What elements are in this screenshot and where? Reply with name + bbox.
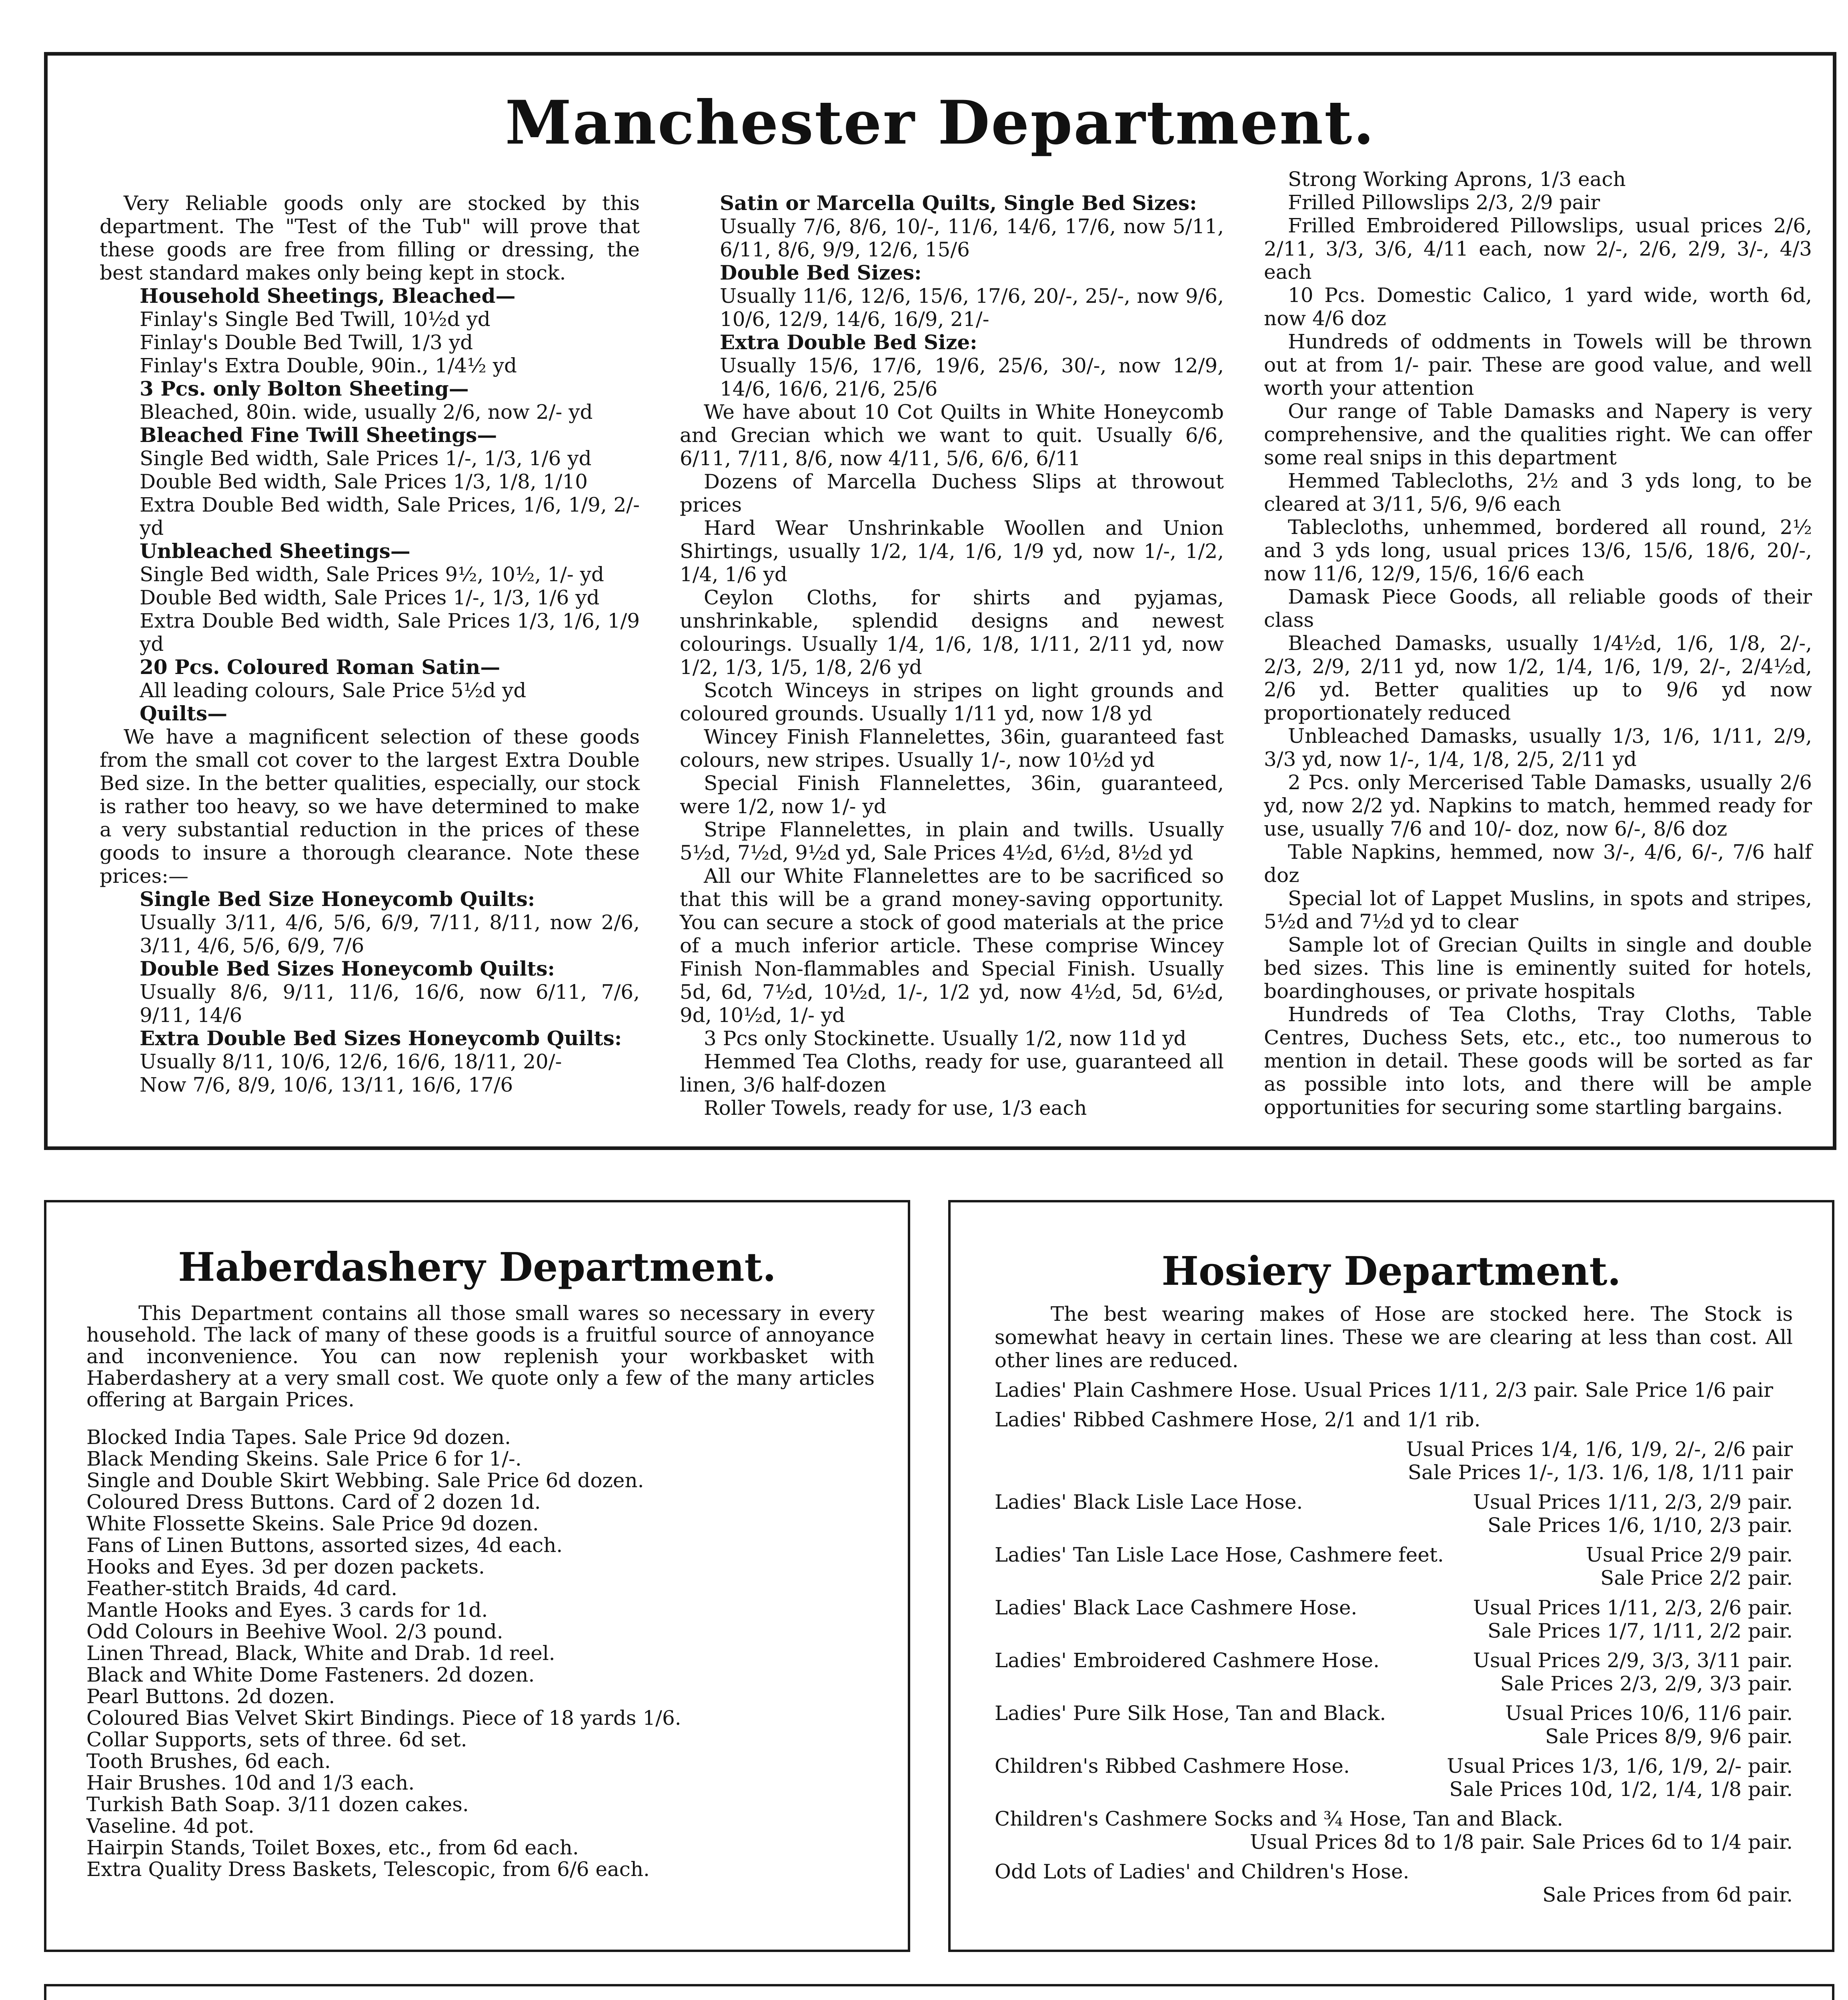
manchester-paragraph: Sample lot of Grecian Quilts in single and double bed sizes. This line is eminently suited for hotels, boardinghouses, or private hospitals <box>1264 933 1812 1003</box>
manchester-paragraph: Hundreds of oddments in Towels will be thrown out at from 1/- pair. These are good value, and well worth your attention <box>1264 330 1812 400</box>
manchester-paragraph: Damask Piece Goods, all reliable goods of their class <box>1264 585 1812 632</box>
manchester-col-1 <box>100 192 640 1096</box>
hosiery-item <box>995 1596 1793 1642</box>
manchester-paragraph: Hemmed Tea Cloths, ready for use, guaranteed all linen, 3/6 half-dozen <box>680 1050 1224 1096</box>
manchester-paragraph: Scotch Winceys in stripes on light grounds and coloured grounds. Usually 1/11 yd, now 1/8 yd <box>680 679 1224 725</box>
manchester-paragraph: Usually 15/6, 17/6, 19/6, 25/6, 30/-, now 12/9, 14/6, 16/6, 21/6, 25/6 <box>720 354 1224 400</box>
manchester-paragraph: Bleached Damasks, usually 1/4½d, 1/6, 1/8, 2/-, 2/3, 2/9, 2/11 yd, now 1/2, 1/4, 1/6, 1/9, 2/-, 2/4½d, 2/6 yd. Better qualities up to 9/6 yd now proportionately reduced <box>1264 632 1812 724</box>
hosiery-sale-price: Sale Prices 8/9, 9/6 pair. <box>1545 1725 1793 1748</box>
haberdashery-item: Coloured Dress Buttons. Card of 2 dozen 1d. <box>86 1490 541 1514</box>
hosiery-item-row <box>995 1596 1793 1619</box>
haberdashery-section <box>44 1200 910 1952</box>
manchester-paragraph: Single Bed width, Sale Prices 1/-, 1/3, 1/6 yd <box>140 447 592 470</box>
manchester-paragraph: Frilled Pillowslips 2/3, 2/9 pair <box>1288 191 1600 214</box>
hosiery-item-row <box>995 1754 1793 1778</box>
haberdashery-item: Feather-stitch Braids, 4d card. <box>86 1577 398 1600</box>
boot-section <box>44 1984 1834 2000</box>
haberdashery-item: Collar Supports, sets of three. 6d set. <box>86 1728 467 1751</box>
hosiery-item-row <box>995 1649 1793 1672</box>
manchester-paragraph: Strong Working Aprons, 1/3 each <box>1288 168 1626 191</box>
hosiery-item-name: Odd Lots of Ladies' and Children's Hose. <box>995 1860 1410 1883</box>
manchester-paragraph: Usually 3/11, 4/6, 5/6, 6/9, 7/11, 8/11, now 2/6, 3/11, 4/6, 5/6, 6/9, 7/6 <box>140 911 640 957</box>
haberdashery-intro: This Department contains all those small wares so necessary in every household. The lack of many of these goods is a fruitful source of annoyance and inconvenience. You can now replenish your workbasket with Haberdashery at a very small cost. We quote only a few of the many articles offering at Bargain Prices. <box>86 1302 875 1411</box>
haberdashery-list <box>86 1426 875 1880</box>
hosiery-sale-price: Sale Prices from 6d pair. <box>1542 1883 1793 1906</box>
hosiery-item-name: Ladies' Pure Silk Hose, Tan and Black. <box>995 1702 1386 1725</box>
manchester-col-3 <box>1264 168 1812 1119</box>
manchester-paragraph: We have a magnificent selection of these goods from the small cot cover to the largest Extra Double Bed size. In the better qualities, especially, our stock is rather too heavy, so we have determined to make a very substantial reduction in the prices of these goods to insure a thorough clearance. Note these prices:— <box>100 725 640 888</box>
hosiery-item <box>995 1702 1793 1748</box>
manchester-paragraph: Single Bed width, Sale Prices 9½, 10½, 1/- yd <box>140 563 604 586</box>
manchester-paragraph: Special lot of Lappet Muslins, in spots and stripes, 5½d and 7½d yd to clear <box>1264 887 1812 933</box>
hosiery-sale-price: Sale Prices 2/3, 2/9, 3/3 pair. <box>1500 1672 1793 1695</box>
hosiery-list <box>995 1378 1793 1913</box>
hosiery-item <box>995 1408 1793 1431</box>
haberdashery-item: Blocked India Tapes. Sale Price 9d dozen. <box>86 1426 511 1449</box>
hosiery-item <box>995 1754 1793 1801</box>
hosiery-item-name: Children's Ribbed Cashmere Hose. <box>995 1754 1350 1778</box>
hosiery-usual-price: Usual Price 2/9 pair. <box>1586 1543 1793 1566</box>
manchester-paragraph: Household Sheetings, Bleached— <box>140 284 516 308</box>
hosiery-item <box>995 1649 1793 1695</box>
hosiery-sale-price: Sale Prices 1/7, 1/11, 2/2 pair. <box>1487 1619 1793 1642</box>
hosiery-item-row <box>995 1543 1793 1566</box>
haberdashery-item: Pearl Buttons. 2d dozen. <box>86 1685 335 1708</box>
haberdashery-item: Vaseline. 4d pot. <box>86 1814 254 1838</box>
hosiery-usual-price: Usual Prices 2/9, 3/3, 3/11 pair. <box>1473 1649 1793 1672</box>
hosiery-item-row <box>995 1490 1793 1514</box>
haberdashery-item: Linen Thread, Black, White and Drab. 1d reel. <box>86 1642 555 1665</box>
manchester-paragraph: Single Bed Size Honeycomb Quilts: <box>140 887 535 911</box>
hosiery-item <box>995 1807 1793 1854</box>
haberdashery-item: Black and White Dome Fasteners. 2d dozen. <box>86 1663 535 1686</box>
hosiery-intro: The best wearing makes of Hose are stocked here. The Stock is somewhat heavy in certain lines. These we are clearing at less than cost. All other lines are reduced. <box>995 1302 1793 1372</box>
hosiery-item-name: Ladies' Tan Lisle Lace Hose, Cashmere feet. <box>995 1543 1444 1566</box>
haberdashery-item: Hairpin Stands, Toilet Boxes, etc., from 6d each. <box>86 1836 579 1859</box>
haberdashery-item: Turkish Bath Soap. 3/11 dozen cakes. <box>86 1793 469 1816</box>
manchester-col-2 <box>680 192 1224 1120</box>
hosiery-sale-price: Sale Prices 1/6, 1/10, 2/3 pair. <box>1487 1514 1793 1537</box>
manchester-paragraph: Our range of Table Damasks and Napery is very comprehensive, and the qualities right. We can offer some real snips in this department <box>1264 400 1812 469</box>
manchester-paragraph: Tablecloths, unhemmed, bordered all round, 2½ and 3 yds long, usual prices 13/6, 15/6, 18/6, 20/-, now 11/6, 12/9, 15/6, 16/6 each <box>1264 516 1812 585</box>
hosiery-item-row <box>995 1807 1793 1830</box>
haberdashery-item: Single and Double Skirt Webbing. Sale Price 6d dozen. <box>86 1469 644 1492</box>
manchester-paragraph: Hard Wear Unshrinkable Woollen and Union Shirtings, usually 1/2, 1/4, 1/6, 1/9 yd, now 1/-, 1/2, 1/4, 1/6 yd <box>680 516 1224 586</box>
manchester-paragraph: Double Bed width, Sale Prices 1/3, 1/8, 1/10 <box>140 470 588 493</box>
hosiery-item-name: Children's Cashmere Socks and ¾ Hose, Tan and Black. <box>995 1807 1563 1830</box>
manchester-paragraph: Usually 7/6, 8/6, 10/-, 11/6, 14/6, 17/6, now 5/11, 6/11, 8/6, 9/9, 12/6, 15/6 <box>720 215 1224 261</box>
hosiery-title: Hosiery Department. <box>1161 1248 1621 1294</box>
manchester-paragraph: Double Bed Sizes: <box>720 261 922 284</box>
hosiery-usual-price: Usual Prices 1/11, 2/3, 2/9 pair. <box>1473 1490 1793 1514</box>
haberdashery-title: Haberdashery Department. <box>178 1244 777 1290</box>
hosiery-item <box>995 1490 1793 1537</box>
manchester-paragraph: Extra Double Bed width, Sale Prices, 1/6, 1/9, 2/- yd <box>140 493 640 540</box>
hosiery-item-row <box>995 1408 1793 1431</box>
hosiery-item-row <box>995 1378 1793 1402</box>
manchester-paragraph: Extra Double Bed width, Sale Prices 1/3, 1/6, 1/9 yd <box>140 609 640 656</box>
hosiery-item-name: Ladies' Embroidered Cashmere Hose. <box>995 1649 1379 1672</box>
haberdashery-item: Coloured Bias Velvet Skirt Bindings. Piece of 18 yards 1/6. <box>86 1706 681 1730</box>
manchester-section <box>44 52 1836 1150</box>
hosiery-item <box>995 1543 1793 1590</box>
manchester-paragraph: Dozens of Marcella Duchess Slips at throwout prices <box>680 470 1224 516</box>
manchester-paragraph: Finlay's Single Bed Twill, 10½d yd <box>140 308 491 331</box>
haberdashery-item: Tooth Brushes, 6d each. <box>86 1750 331 1773</box>
manchester-paragraph: Double Bed Sizes Honeycomb Quilts: <box>140 957 555 980</box>
manchester-paragraph: Extra Double Bed Size: <box>720 330 977 354</box>
manchester-paragraph: Usually 11/6, 12/6, 15/6, 17/6, 20/-, 25/-, now 9/6, 10/6, 12/9, 14/6, 16/9, 21/- <box>720 284 1224 331</box>
manchester-paragraph: Quilts— <box>140 702 228 725</box>
manchester-paragraph: Bleached, 80in. wide, usually 2/6, now 2/- yd <box>140 400 593 424</box>
manchester-paragraph: Frilled Embroidered Pillowslips, usual prices 2/6, 2/11, 3/3, 3/6, 4/11 each, now 2/-, 2/6, 2/9, 3/-, 4/3 each <box>1264 214 1812 284</box>
manchester-paragraph: Satin or Marcella Quilts, Single Bed Sizes: <box>720 191 1197 215</box>
haberdashery-item: Extra Quality Dress Baskets, Telescopic, from 6/6 each. <box>86 1858 650 1881</box>
hosiery-usual-price: Usual Prices 1/11, 2/3, 2/6 pair. <box>1473 1596 1793 1619</box>
manchester-paragraph: Ceylon Cloths, for shirts and pyjamas, unshrinkable, splendid designs and newest colourings. Usually 1/4, 1/6, 1/8, 1/11, 2/11 yd, now 1/2, 1/3, 1/5, 1/8, 2/6 yd <box>680 586 1224 679</box>
manchester-paragraph: Finlay's Extra Double, 90in., 1/4½ yd <box>140 354 517 377</box>
manchester-paragraph: Bleached Fine Twill Sheetings— <box>140 423 497 447</box>
manchester-title: Manchester Department. <box>505 88 1375 158</box>
manchester-paragraph: Roller Towels, ready for use, 1/3 each <box>704 1096 1087 1120</box>
hosiery-sale-price: Sale Price 2/2 pair. <box>1600 1566 1793 1590</box>
haberdashery-item: Mantle Hooks and Eyes. 3 cards for 1d. <box>86 1598 488 1622</box>
manchester-paragraph: Finlay's Double Bed Twill, 1/3 yd <box>140 331 473 354</box>
manchester-paragraph: All leading colours, Sale Price 5½d yd <box>140 679 527 702</box>
hosiery-item <box>995 1438 1793 1484</box>
manchester-paragraph: All our White Flannelettes are to be sacrificed so that this will be a grand money-saving opportunity. You can secure a stock of good materials at the price of a much inferior article. These comprise Wincey Finish Non-flammables and Special Finish. Usually 5d, 6d, 7½d, 10½d, 1/-, 1/2 yd, now 4½d, 5d, 6½d, 9d, 10½d, 1/- yd <box>680 864 1224 1027</box>
hosiery-sale-price: Usual Prices 8d to 1/8 pair. Sale Prices 6d to 1/4 pair. <box>1249 1830 1793 1854</box>
manchester-paragraph: Usually 8/6, 9/11, 11/6, 16/6, now 6/11, 7/6, 9/11, 14/6 <box>140 980 640 1027</box>
manchester-paragraph: Extra Double Bed Sizes Honeycomb Quilts: <box>140 1026 622 1050</box>
manchester-paragraph: 3 Pcs. only Bolton Sheeting— <box>140 377 469 400</box>
hosiery-sale-price: Sale Prices 1/-, 1/3. 1/6, 1/8, 1/11 pair <box>1408 1461 1793 1484</box>
manchester-paragraph: Unbleached Damasks, usually 1/3, 1/6, 1/11, 2/9, 3/3 yd, now 1/-, 1/4, 1/8, 2/5, 2/11 yd <box>1264 724 1812 771</box>
manchester-paragraph: 20 Pcs. Coloured Roman Satin— <box>140 655 501 679</box>
manchester-paragraph: Double Bed width, Sale Prices 1/-, 1/3, 1/6 yd <box>140 586 600 609</box>
hosiery-item-name: Ladies' Black Lace Cashmere Hose. <box>995 1596 1357 1619</box>
hosiery-sale-price: Sale Prices 10d, 1/2, 1/4, 1/8 pair. <box>1449 1778 1793 1801</box>
manchester-paragraph: 10 Pcs. Domestic Calico, 1 yard wide, worth 6d, now 4/6 doz <box>1264 284 1812 330</box>
hosiery-usual-price: Usual Prices 1/3, 1/6, 1/9, 2/- pair. <box>1447 1754 1793 1778</box>
haberdashery-item: White Flossette Skeins. Sale Price 9d dozen. <box>86 1512 539 1535</box>
haberdashery-item: Fans of Linen Buttons, assorted sizes, 4d each. <box>86 1534 563 1557</box>
hosiery-item <box>995 1378 1793 1402</box>
manchester-paragraph: Stripe Flannelettes, in plain and twills. Usually 5½d, 7½d, 9½d yd, Sale Prices 4½d, 6½d, 8½d yd <box>680 818 1224 864</box>
hosiery-item-row <box>995 1702 1793 1725</box>
manchester-paragraph: Unbleached Sheetings— <box>140 539 410 563</box>
haberdashery-item: Hair Brushes. 10d and 1/3 each. <box>86 1771 415 1794</box>
manchester-paragraph: Now 7/6, 8/9, 10/6, 13/11, 16/6, 17/6 <box>140 1073 513 1096</box>
manchester-paragraph: Very Reliable goods only are stocked by this department. The "Test of the Tub" will prove that these goods are free from filling or dressing, the best standard makes only being kept in stock. <box>100 192 640 284</box>
hosiery-section <box>948 1200 1834 1952</box>
manchester-paragraph: We have about 10 Cot Quilts in White Honeycomb and Grecian which we want to quit. Usually 6/6, 6/11, 7/11, 8/6, now 4/11, 5/6, 6/6, 6/11 <box>680 400 1224 470</box>
hosiery-usual-price: Usual Prices 10/6, 11/6 pair. <box>1505 1702 1793 1725</box>
manchester-paragraph: 3 Pcs only Stockinette. Usually 1/2, now 11d yd <box>704 1027 1187 1050</box>
hosiery-item-name: Ladies' Black Lisle Lace Hose. <box>995 1490 1303 1514</box>
manchester-paragraph: Usually 8/11, 10/6, 12/6, 16/6, 18/11, 20/- <box>140 1050 562 1073</box>
hosiery-usual-price: Usual Prices 1/4, 1/6, 1/9, 2/-, 2/6 pair <box>1406 1438 1793 1461</box>
hosiery-item-name: Ladies' Plain Cashmere Hose. Usual Prices 1/11, 2/3 pair. Sale Price 1/6 pair <box>995 1378 1773 1402</box>
haberdashery-item: Hooks and Eyes. 3d per dozen packets. <box>86 1555 485 1578</box>
hosiery-item-row <box>995 1860 1793 1883</box>
manchester-paragraph: Hemmed Tablecloths, 2½ and 3 yds long, to be cleared at 3/11, 5/6, 9/6 each <box>1264 469 1812 516</box>
hosiery-item <box>995 1860 1793 1906</box>
manchester-paragraph: Special Finish Flannelettes, 36in, guaranteed, were 1/2, now 1/- yd <box>680 772 1224 818</box>
haberdashery-item: Black Mending Skeins. Sale Price 6 for 1/-. <box>86 1447 522 1470</box>
manchester-paragraph: Hundreds of Tea Cloths, Tray Cloths, Table Centres, Duchess Sets, etc., etc., too numerous to mention in detail. These goods will be sorted as far as possible into lots, and there will be ample opportunities for securing some startling bargains. <box>1264 1003 1812 1119</box>
manchester-paragraph: 2 Pcs. only Mercerised Table Damasks, usually 2/6 yd, now 2/2 yd. Napkins to match, hemmed ready for use, usually 7/6 and 10/- doz, now 6/-, 8/6 doz <box>1264 771 1812 840</box>
hosiery-item-name: Ladies' Ribbed Cashmere Hose, 2/1 and 1/1 rib. <box>995 1408 1481 1431</box>
haberdashery-item: Odd Colours in Beehive Wool. 2/3 pound. <box>86 1620 503 1643</box>
manchester-paragraph: Wincey Finish Flannelettes, 36in, guaranteed fast colours, new stripes. Usually 1/-, now 10½d yd <box>680 725 1224 772</box>
manchester-paragraph: Table Napkins, hemmed, now 3/-, 4/6, 6/-, 7/6 half doz <box>1264 840 1812 887</box>
